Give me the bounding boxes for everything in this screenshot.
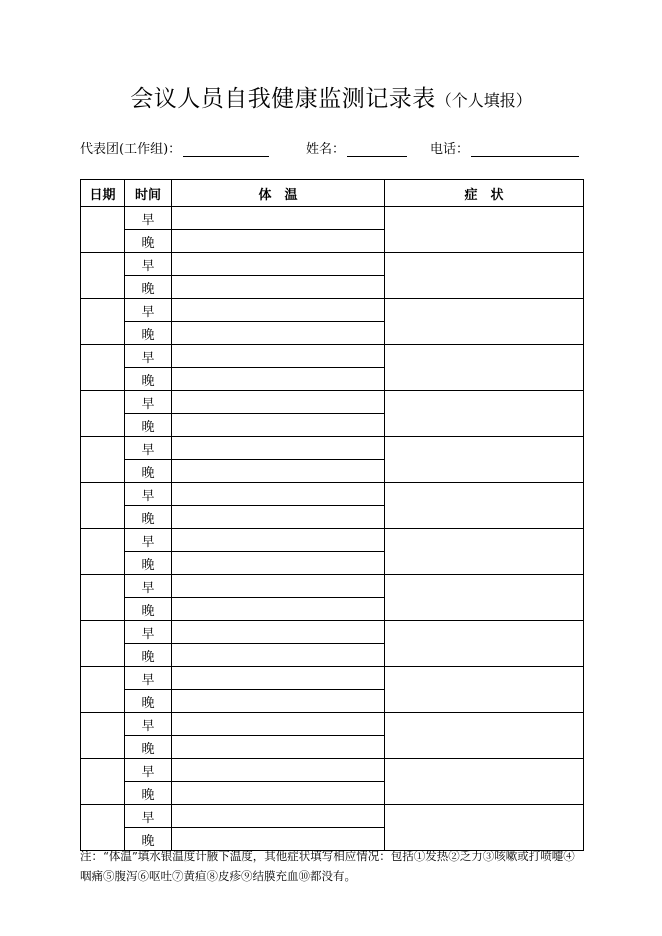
symptoms-cell[interactable] — [385, 667, 584, 713]
temperature-evening-cell[interactable] — [172, 598, 385, 621]
date-cell[interactable] — [81, 805, 125, 851]
title-main: 会议人员自我健康监测记录表 — [130, 86, 436, 112]
temperature-morning-cell[interactable] — [172, 437, 385, 460]
date-cell[interactable] — [81, 713, 125, 759]
temperature-evening-cell[interactable] — [172, 230, 385, 253]
temperature-evening-cell[interactable] — [172, 368, 385, 391]
name-field — [306, 138, 407, 157]
temperature-evening-cell[interactable] — [172, 414, 385, 437]
table-row — [81, 667, 584, 690]
date-cell[interactable] — [81, 207, 125, 253]
time-evening-label: 晚 — [125, 552, 172, 575]
temperature-morning-cell[interactable] — [172, 621, 385, 644]
date-cell[interactable] — [81, 345, 125, 391]
temperature-evening-cell[interactable] — [172, 736, 385, 759]
temperature-evening-cell[interactable] — [172, 276, 385, 299]
time-evening-label: 晚 — [125, 644, 172, 667]
symptoms-cell[interactable] — [385, 575, 584, 621]
title-sub: （个人填报） — [435, 91, 532, 110]
temperature-morning-cell[interactable] — [172, 529, 385, 552]
temperature-morning-cell[interactable] — [172, 759, 385, 782]
temperature-morning-cell[interactable] — [172, 667, 385, 690]
header-date: 日期 — [81, 180, 125, 207]
table-row — [81, 805, 584, 828]
temperature-morning-cell[interactable] — [172, 253, 385, 276]
symptoms-cell[interactable] — [385, 391, 584, 437]
table-row — [81, 529, 584, 552]
table-row — [81, 207, 584, 230]
date-cell[interactable] — [81, 437, 125, 483]
temperature-evening-cell[interactable] — [172, 506, 385, 529]
table-row — [81, 575, 584, 598]
temperature-morning-cell[interactable] — [172, 483, 385, 506]
symptoms-cell[interactable] — [385, 621, 584, 667]
time-morning-label: 早 — [125, 713, 172, 736]
header-temperature: 体 温 — [172, 180, 385, 207]
table-row — [81, 299, 584, 322]
symptoms-cell[interactable] — [385, 299, 584, 345]
time-evening-label: 晚 — [125, 506, 172, 529]
time-evening-label: 晚 — [125, 322, 172, 345]
time-morning-label: 早 — [125, 253, 172, 276]
time-evening-label: 晚 — [125, 460, 172, 483]
table-header-row — [81, 180, 584, 207]
symptoms-cell[interactable] — [385, 713, 584, 759]
temperature-morning-cell[interactable] — [172, 575, 385, 598]
phone-input[interactable] — [471, 140, 579, 157]
table-row — [81, 391, 584, 414]
time-evening-label: 晚 — [125, 782, 172, 805]
symptoms-cell[interactable] — [385, 345, 584, 391]
time-evening-label: 晚 — [125, 736, 172, 759]
date-cell[interactable] — [81, 759, 125, 805]
date-cell[interactable] — [81, 575, 125, 621]
temperature-evening-cell[interactable] — [172, 552, 385, 575]
table-row — [81, 345, 584, 368]
time-morning-label: 早 — [125, 621, 172, 644]
temperature-morning-cell[interactable] — [172, 805, 385, 828]
time-morning-label: 早 — [125, 345, 172, 368]
temperature-evening-cell[interactable] — [172, 322, 385, 345]
table-body — [81, 207, 584, 851]
table-row — [81, 437, 584, 460]
temperature-evening-cell[interactable] — [172, 690, 385, 713]
time-morning-label: 早 — [125, 207, 172, 230]
symptoms-cell[interactable] — [385, 759, 584, 805]
symptoms-cell[interactable] — [385, 437, 584, 483]
temperature-morning-cell[interactable] — [172, 207, 385, 230]
delegation-input[interactable] — [183, 140, 269, 157]
time-morning-label: 早 — [125, 437, 172, 460]
name-input[interactable] — [347, 140, 407, 157]
time-evening-label: 晚 — [125, 828, 172, 851]
header-time: 时间 — [125, 180, 172, 207]
time-morning-label: 早 — [125, 483, 172, 506]
name-label: 姓名： — [306, 142, 346, 157]
temperature-morning-cell[interactable] — [172, 713, 385, 736]
symptoms-cell[interactable] — [385, 207, 584, 253]
delegation-field — [80, 138, 269, 157]
table-row — [81, 759, 584, 782]
time-morning-label: 早 — [125, 299, 172, 322]
temperature-evening-cell[interactable] — [172, 782, 385, 805]
date-cell[interactable] — [81, 391, 125, 437]
health-record-table — [80, 179, 584, 851]
footnote: 注：“体温”填水银温度计腋下温度，其他症状填写相应情况：包括①发热②乏力③咳嗽或打喷嚏④咽痛⑤腹泻⑥呕吐⑦黄疸⑧皮疹⑨结膜充血⑩都没有。 — [80, 849, 575, 883]
time-evening-label: 晚 — [125, 690, 172, 713]
temperature-morning-cell[interactable] — [172, 391, 385, 414]
temperature-evening-cell[interactable] — [172, 644, 385, 667]
date-cell[interactable] — [81, 253, 125, 299]
temperature-evening-cell[interactable] — [172, 460, 385, 483]
time-morning-label: 早 — [125, 805, 172, 828]
table-row — [81, 483, 584, 506]
table-row — [81, 621, 584, 644]
temperature-morning-cell[interactable] — [172, 299, 385, 322]
time-evening-label: 晚 — [125, 368, 172, 391]
date-cell[interactable] — [81, 667, 125, 713]
time-morning-label: 早 — [125, 575, 172, 598]
time-morning-label: 早 — [125, 391, 172, 414]
info-fields — [80, 138, 584, 160]
time-evening-label: 晚 — [125, 414, 172, 437]
page-title — [0, 80, 662, 113]
date-cell[interactable] — [81, 483, 125, 529]
date-cell[interactable] — [81, 299, 125, 345]
symptoms-cell[interactable] — [385, 529, 584, 575]
table-row — [81, 253, 584, 276]
table-row — [81, 713, 584, 736]
time-morning-label: 早 — [125, 759, 172, 782]
date-cell[interactable] — [81, 621, 125, 667]
time-evening-label: 晚 — [125, 598, 172, 621]
phone-field — [430, 138, 579, 157]
time-evening-label: 晚 — [125, 230, 172, 253]
time-morning-label: 早 — [125, 529, 172, 552]
temperature-morning-cell[interactable] — [172, 345, 385, 368]
delegation-label: 代表团(工作组)： — [80, 142, 182, 157]
time-evening-label: 晚 — [125, 276, 172, 299]
symptoms-cell[interactable] — [385, 253, 584, 299]
time-morning-label: 早 — [125, 667, 172, 690]
phone-label: 电话： — [430, 142, 470, 157]
symptoms-cell[interactable] — [385, 483, 584, 529]
header-symptoms: 症 状 — [385, 180, 584, 207]
date-cell[interactable] — [81, 529, 125, 575]
symptoms-cell[interactable] — [385, 805, 584, 851]
